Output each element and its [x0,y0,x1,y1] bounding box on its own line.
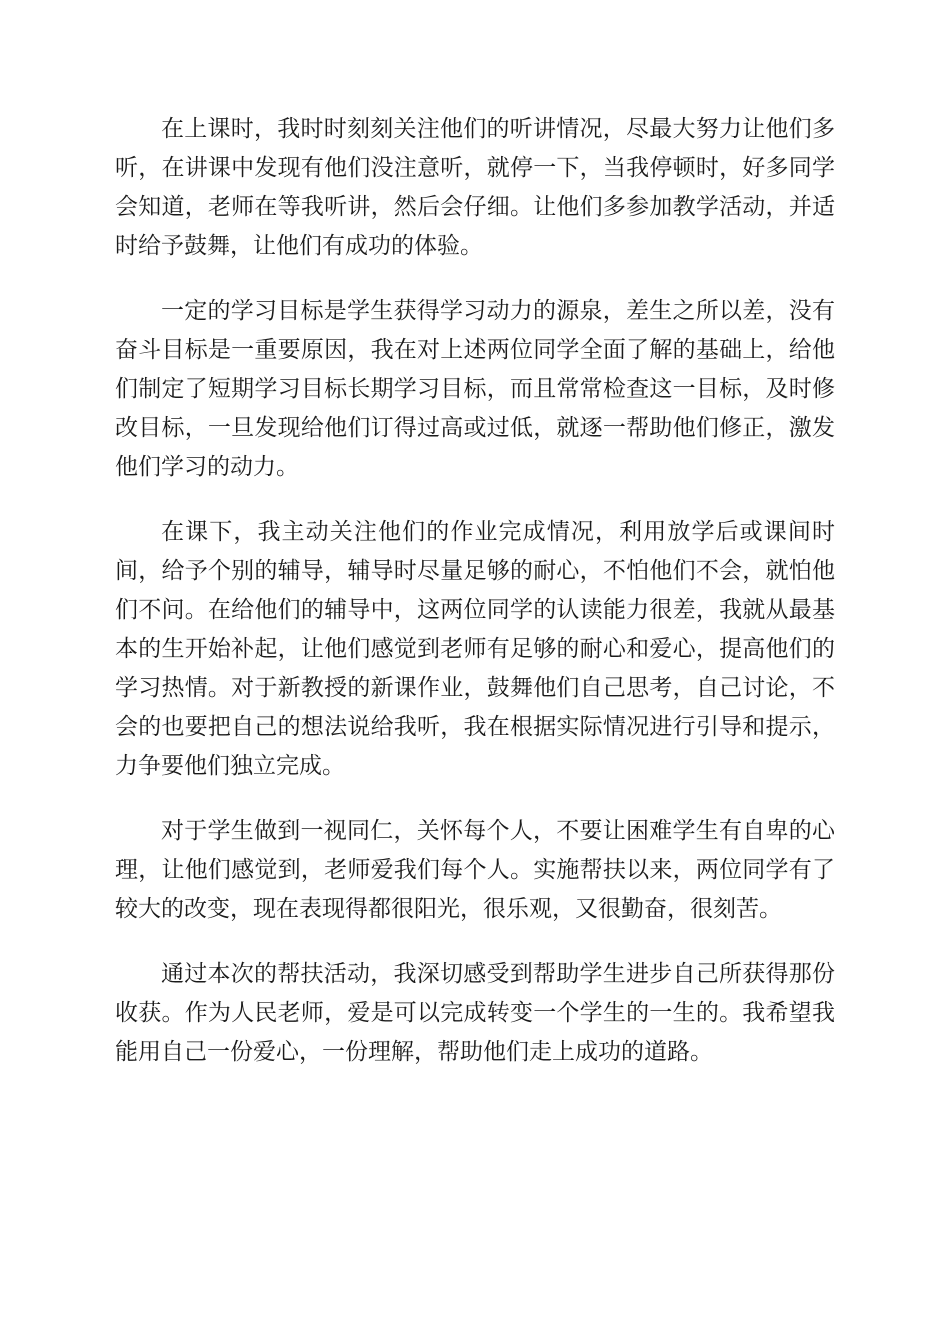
paragraph-3: 在课下，我主动关注他们的作业完成情况，利用放学后或课间时间，给予个别的辅导，辅导时尽量足够的耐心，不怕他们不会，就怕他们不问。在给他们的辅导中，这两位同学的认读能力很差，我就从最基本的生开始补起，让他们感觉到老师有足够的耐心和爱心，提高他们的学习热情。对于新教授的新课作业，鼓舞他们自己思考，自己讨论，不会的也要把自己的想法说给我听，我在根据实际情况进行引导和提示，力争要他们独立完成。 [115,519,835,779]
paragraph-4: 对于学生做到一视同仁，关怀每个人，不要让困难学生有自卑的心理，让他们感觉到，老师爱我们每个人。实施帮扶以来，两位同学有了较大的改变，现在表现得都很阳光，很乐观，又很勤奋，很刻苦。 [115,818,835,922]
paragraph-2: 一定的学习目标是学生获得学习动力的源泉，差生之所以差，没有奋斗目标是一重要原因，我在对上述两位同学全面了解的基础上，给他们制定了短期学习目标长期学习目标，而且常常检查这一目标，及时修改目标，一旦发现给他们订得过高或过低，就逐一帮助他们修正，激发他们学习的动力。 [115,298,835,480]
document-body [115,110,835,1098]
paragraph-5: 通过本次的帮扶活动，我深切感受到帮助学生进步自己所获得那份收获。作为人民老师，爱是可以完成转变一个学生的一生的。我希望我能用自己一份爱心，一份理解，帮助他们走上成功的道路。 [115,961,835,1065]
paragraph-1: 在上课时，我时时刻刻关注他们的听讲情况，尽最大努力让他们多听，在讲课中发现有他们没注意听，就停一下，当我停顿时，好多同学会知道，老师在等我听讲，然后会仔细。让他们多参加教学活动，并适时给予鼓舞，让他们有成功的体验。 [115,116,835,259]
